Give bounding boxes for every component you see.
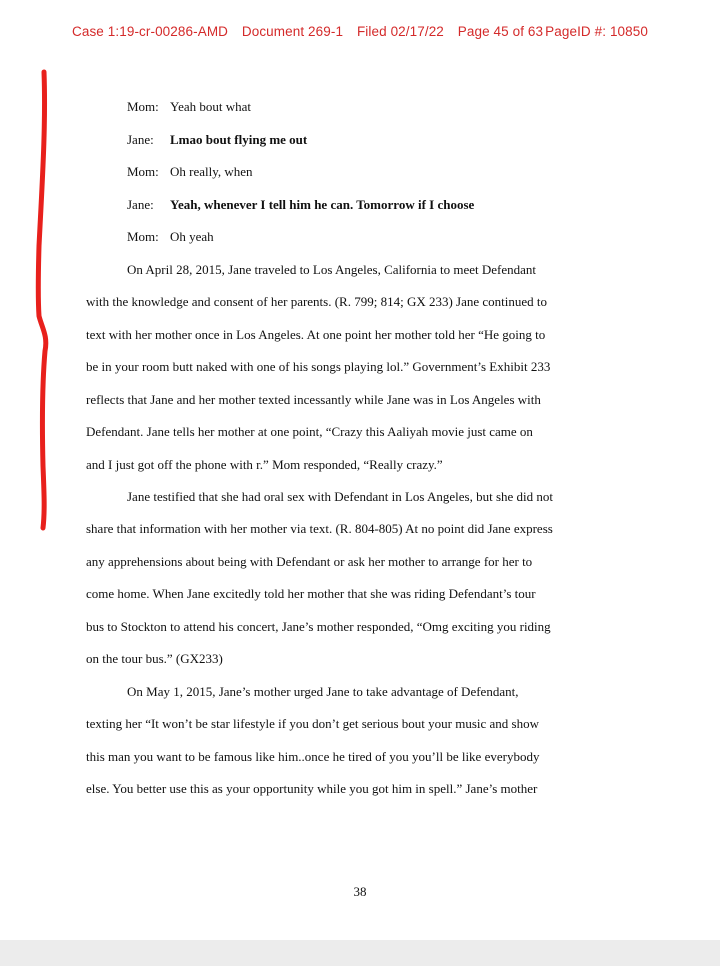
- speaker-label: Jane:: [127, 132, 154, 147]
- paragraph-line: be in your room butt naked with one of his songs playing lol.” Government’s Exhibit 233: [86, 359, 551, 374]
- paragraph-line: reflects that Jane and her mother texted incessantly while Jane was in Los Angeles with: [86, 392, 541, 407]
- case-number: Case 1:19-cr-00286-AMD: [72, 24, 229, 39]
- paragraph-line: text with her mother once in Los Angeles. At one point her mother told her “He going to: [86, 327, 546, 342]
- court-filing-header: [0, 24, 720, 39]
- dialogue-text: Yeah, whenever I tell him he can. Tomorrow if I choose: [170, 197, 475, 212]
- paragraph-line: On April 28, 2015, Jane traveled to Los Angeles, California to meet Defendant: [127, 262, 537, 277]
- dialogue-text: Oh yeah: [170, 229, 214, 244]
- paragraph-line: come home. When Jane excitedly told her mother that she was riding Defendant’s tour: [86, 586, 536, 601]
- paragraph-line: any apprehensions about being with Defendant or ask her mother to arrange for her to: [86, 554, 533, 569]
- page-id: PageID #: 10850: [545, 24, 648, 39]
- dialogue-line: [127, 99, 251, 115]
- paragraph-line: this man you want to be famous like him..once he tired of you you’ll be like everybody: [86, 749, 540, 764]
- paragraph-line: with the knowledge and consent of her parents. (R. 799; 814; GX 233) Jane continued to: [86, 294, 548, 309]
- paragraph-line: Jane testified that she had oral sex with Defendant in Los Angeles, but she did not: [127, 489, 554, 504]
- dialogue-line: [127, 132, 307, 148]
- page-of-total: Page 45 of 63: [457, 24, 544, 39]
- document-number: Document 269-1: [241, 24, 344, 39]
- speaker-label: Jane:: [127, 197, 154, 212]
- speaker-label: Mom:: [127, 229, 159, 244]
- dialogue-line: [127, 197, 474, 213]
- speaker-label: Mom:: [127, 164, 159, 179]
- dialogue-text: Oh really, when: [170, 164, 253, 179]
- dialogue-line: [127, 229, 214, 245]
- dialogue-text: Lmao bout flying me out: [170, 132, 308, 147]
- speaker-label: Mom:: [127, 99, 159, 114]
- filed-date: Filed 02/17/22: [356, 24, 444, 39]
- paragraph-line: bus to Stockton to attend his concert, Jane’s mother responded, “Omg exciting you riding: [86, 619, 551, 634]
- red-bracket-annotation: [30, 66, 60, 536]
- dialogue-text: Yeah bout what: [170, 99, 252, 114]
- paragraph-line: on the tour bus.” (GX233): [86, 651, 223, 666]
- page-number: 38: [353, 884, 367, 899]
- paragraph-line: and I just got off the phone with r.” Mom responded, “Really crazy.”: [86, 457, 443, 472]
- dialogue-line: [127, 164, 253, 180]
- paragraph-line: On May 1, 2015, Jane’s mother urged Jane to take advantage of Defendant,: [127, 684, 519, 699]
- paragraph-line: Defendant. Jane tells her mother at one point, “Crazy this Aaliyah movie just came on: [86, 424, 533, 439]
- paragraph-line: share that information with her mother via text. (R. 804-805) At no point did Jane express: [86, 521, 553, 536]
- paragraph-line: texting her “It won’t be star lifestyle if you don’t get serious bout your music and show: [86, 716, 539, 731]
- paragraph-line: else. You better use this as your opportunity while you got him in spell.” Jane’s mother: [86, 781, 538, 796]
